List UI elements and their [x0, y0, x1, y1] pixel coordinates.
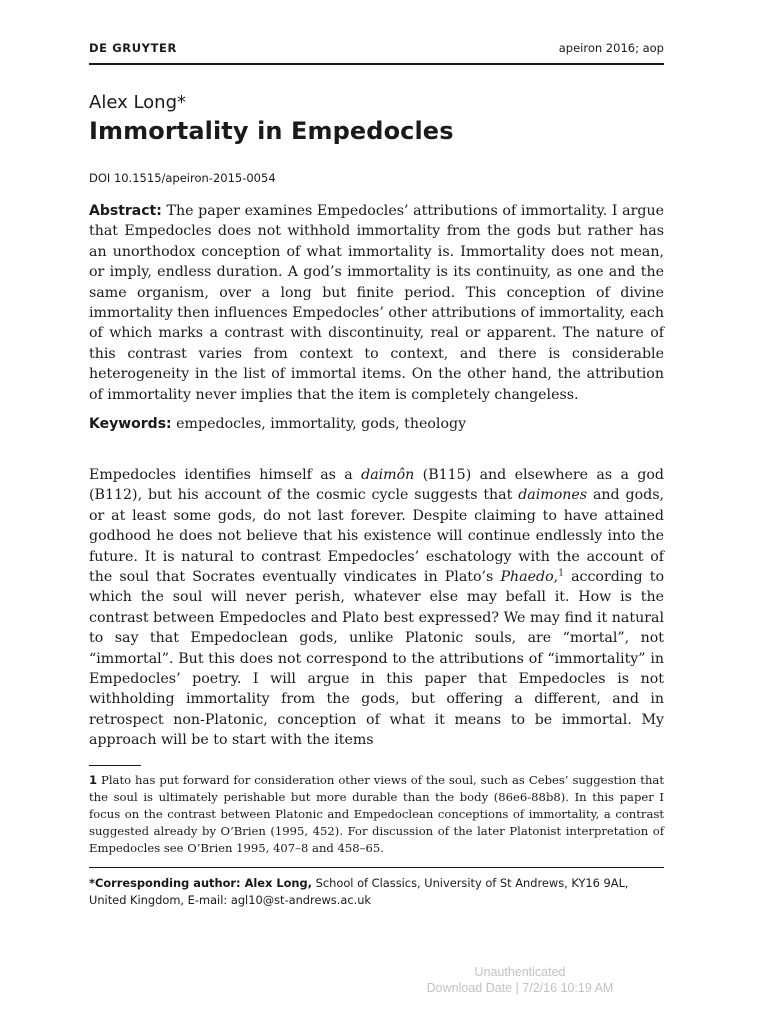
- publisher-name: DE GRUYTER: [89, 41, 177, 55]
- italic-term: daimôn: [361, 467, 415, 483]
- italic-title: Phaedo: [500, 569, 554, 586]
- corresponding-text: School of Classics, University of St Andrews, KY16 9AL, United Kingdom, E-mail: agl10@st-andrews.ac.uk: [89, 876, 629, 907]
- abstract-text: The paper examines Empedocles’ attributions of immortality. I argue that Empedocles does not withhold immortality from the gods but rather has an unorthodox conception of what immortality is. Immortality does not mean, or imply, endless duration. A god’s immortality is its continuity, as one and the same organism, over a long but finite period. This conception of divine immortality then influences Empedocles’ other attributions of immortality, each of which marks a contrast with discontinuity, real or apparent. The nature of this contrast varies from context to context, and there is considerable heterogeneity in the list of immortal items. On the other hand, the attribution of immortality never implies that the item is completely changeless.: [89, 203, 665, 403]
- article-title: Immortality in Empedocles: [89, 117, 454, 145]
- corresponding-label: *Corresponding author: Alex Long,: [89, 876, 313, 890]
- footnote: [89, 772, 664, 857]
- keywords-text: empedocles, immortality, gods, theology: [176, 416, 467, 432]
- doi: DOI 10.1515/apeiron-2015-0054: [89, 171, 276, 185]
- download-watermark: [0, 964, 768, 996]
- body-text-segment: and gods, or at least some gods, do not last forever. Despite claiming to have attained godhood he does not believe that his existence will continue endlessly into the future. It is natural to contrast Empedocles’ eschatology with the account of the soul that Socrates eventually vindicates in Plato’s: [89, 487, 664, 586]
- italic-term: daimones: [518, 487, 588, 504]
- keywords-label: Keywords:: [89, 416, 172, 432]
- footnote-reference[interactable]: 1: [558, 568, 564, 579]
- watermark-line-1: Unauthenticated: [474, 965, 566, 979]
- body-text-segment: ,: [553, 569, 559, 586]
- journal-citation: apeiron 2016; aop: [558, 41, 664, 55]
- body-paragraph: [89, 465, 664, 751]
- body-text-segment: Empedocles identifies himself as a: [89, 467, 362, 483]
- corresponding-rule: [89, 867, 664, 868]
- page: [89, 0, 664, 1024]
- abstract: [89, 201, 664, 405]
- footnote-rule: [89, 765, 141, 766]
- watermark-line-2: Download Date | 7/2/16 10:19 AM: [426, 981, 614, 995]
- footnote-text: Plato has put forward for consideration other views of the soul, such as Cebes’ suggestion that the soul is ultimately perishable but more durable than the body (86e6-88b8). In this paper I focus on the contrast between Platonic and Empedoclean conceptions of immortality, a contrast suggested already by O’Brien (1995, 452). For discussion of the later Platonist interpretation of Empedocles see O’Brien 1995, 407–8 and 458–65.: [89, 773, 664, 855]
- author-name: Alex Long*: [89, 92, 187, 113]
- corresponding-author: [89, 875, 664, 909]
- keywords: [89, 414, 664, 434]
- running-header: [89, 41, 664, 55]
- footnote-number: 1: [89, 773, 98, 787]
- body-text-segment: according to which the soul will never perish, whatever else may befall it. How is the contrast between Empedocles and Plato best expressed? We may find it natural to say that Empedoclean gods, unlike Platonic souls, are “mortal”, not “immortal”. But this does not correspond to the attributions of “immortality” in Empedocles’ poetry. I will argue in this paper that Empedocles is not withholding immortality from the gods, but offering a different, and in retrospect non-Platonic, conception of what it means to be immortal. My approach will be to start with the items: [89, 569, 664, 749]
- abstract-label: Abstract:: [89, 203, 162, 219]
- body-text-segment: (B115) and elsewhere as a god (B112), but his account of the cosmic cycle suggests that: [89, 467, 664, 504]
- header-rule: [89, 63, 664, 65]
